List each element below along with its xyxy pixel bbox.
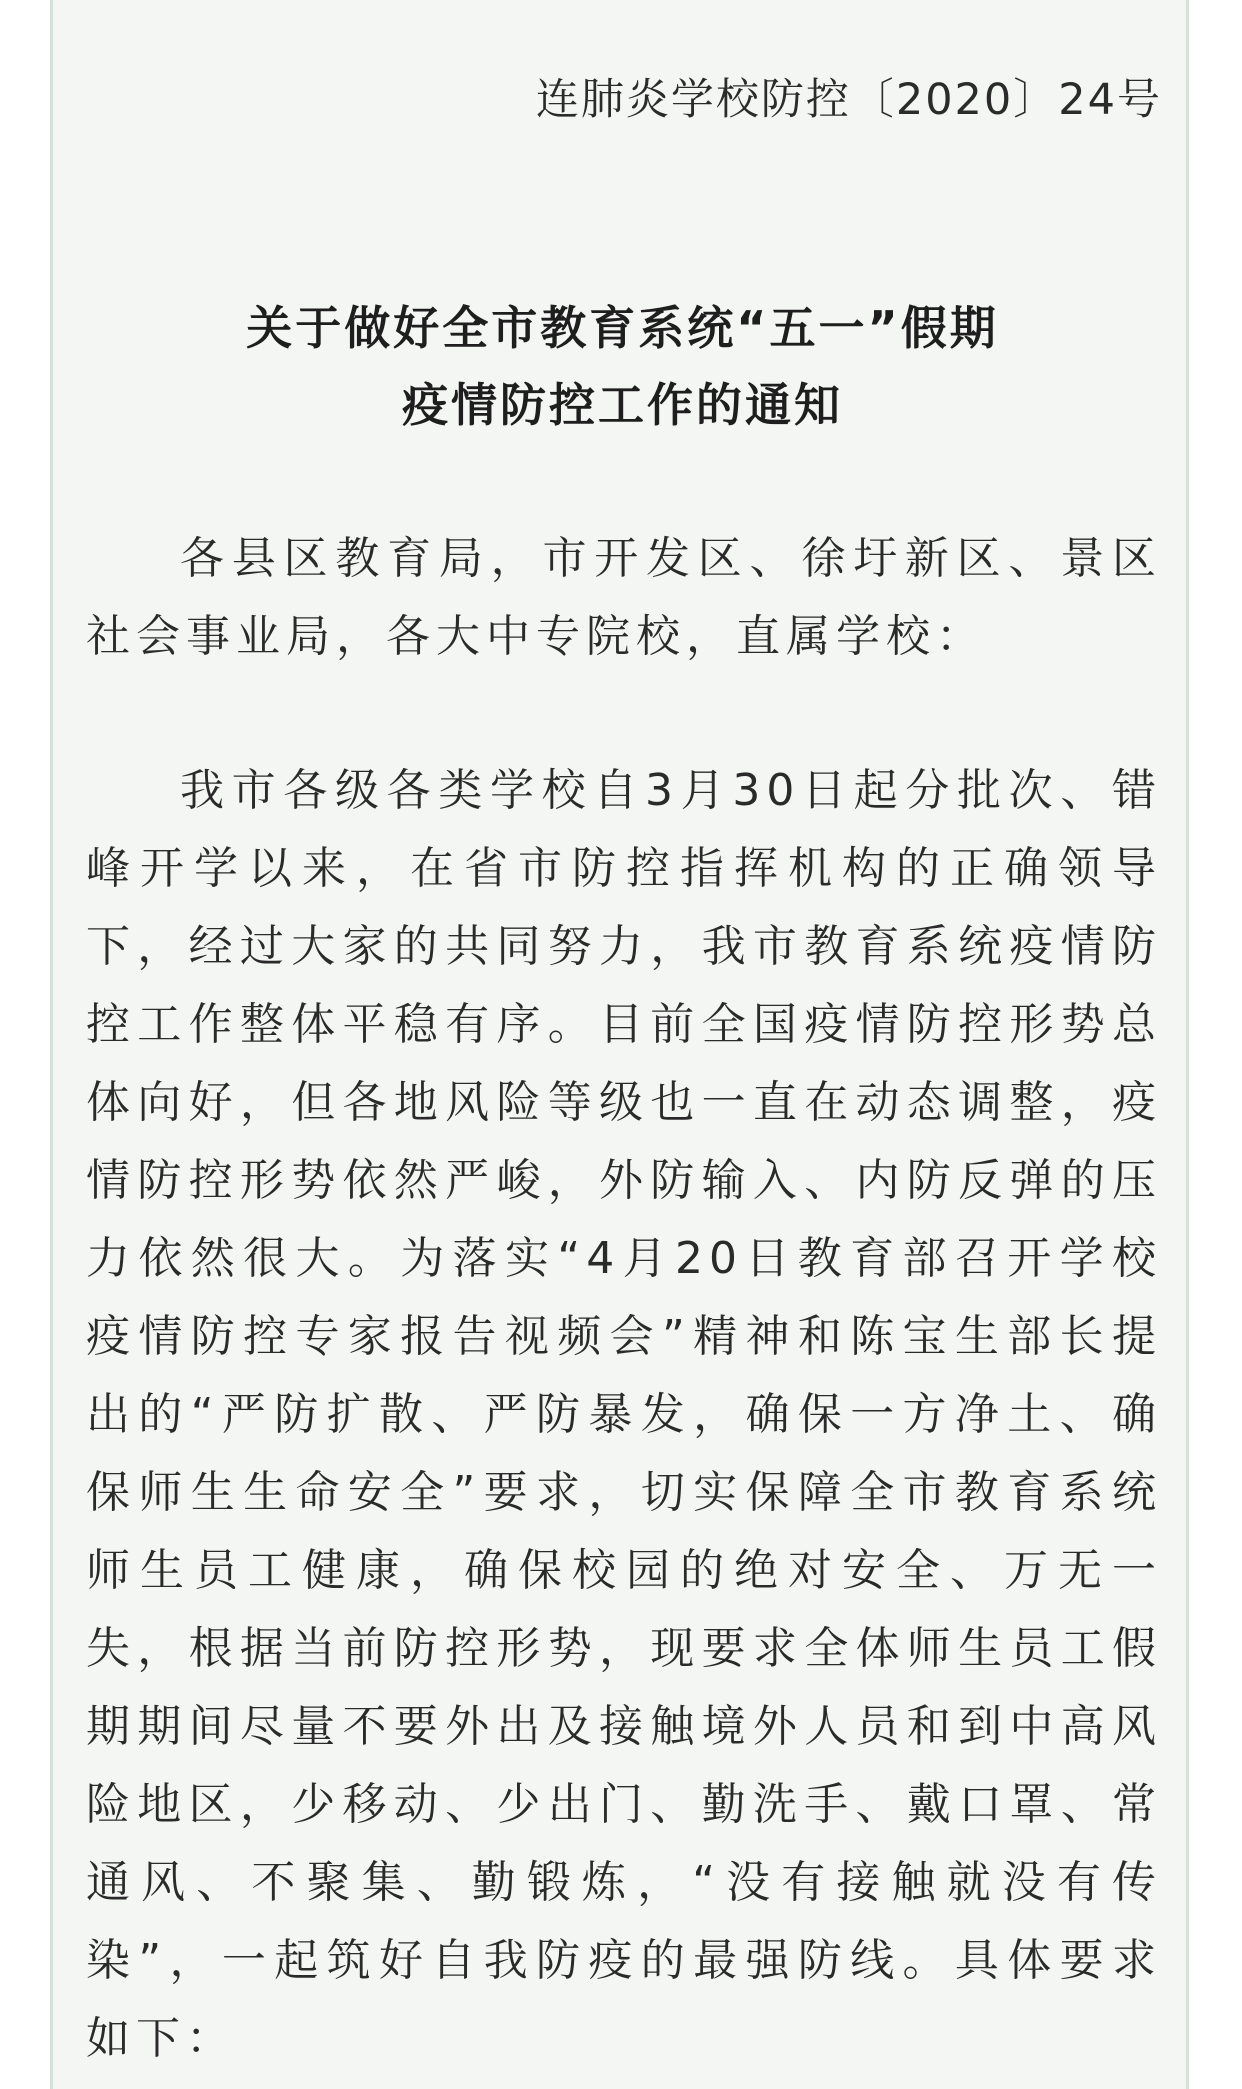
document-title (53, 290, 1192, 444)
document-number: 连肺炎学校防控〔2020〕24号 (535, 75, 1162, 125)
title-line-2: 疫情防控工作的通知 (402, 378, 843, 432)
addressee-paragraph: 各县区教育局，市开发区、徐圩新区、景区社会事业局，各大中专院校，直属学校： (86, 533, 1162, 662)
title-line-1: 关于做好全市教育系统“五一”假期 (246, 301, 999, 355)
body-paragraph: 我市各级各类学校自3月30日起分批次、错峰开学以来，在省市防控指挥机构的正确领导下，经过大家的共同努力，我市教育系统疫情防控工作整体平稳有序。目前全国疫情防控形势总体向好，但各地风险等级也一直在动态调整，疫情防控形势依然严峻，外防输入、内防反弹的压力依然很大。为落实“4月20日教育部召开学校疫情防控专家报告视频会”精神和陈宝生部长提出的“严防扩散、严防暴发，确保一方净土、确保师生生命安全”要求，切实保障全市教育系统师生员工健康，确保校园的绝对安全、万无一失，根据当前防控形势，现要求全体师生员工假期期间尽量不要外出及接触境外人员和到中高风险地区，少移动、少出门、勤洗手、戴口罩、常通风、不聚集、勤锻炼，“没有接触就没有传染”，一起筑好自我防疫的最强防线。具体要求如下： (86, 765, 1162, 2064)
document-page (50, 0, 1189, 2089)
